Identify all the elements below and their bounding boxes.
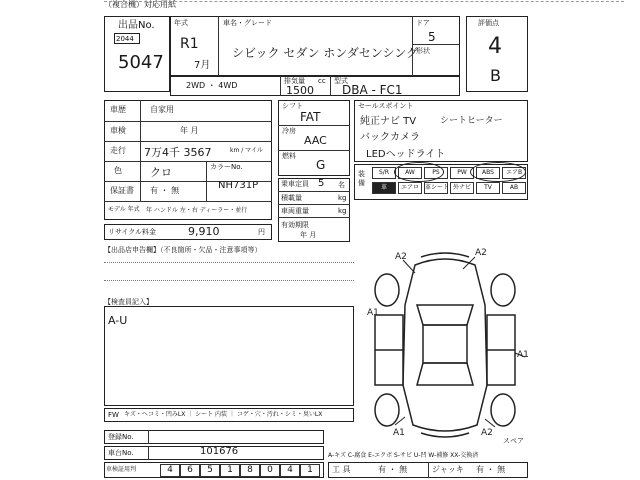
lot-label: 出品No. xyxy=(118,20,155,31)
recycle-label: リサイクル料金 xyxy=(108,228,157,236)
cert-digit: 4 xyxy=(280,464,300,477)
diagram-mark: A1 xyxy=(393,428,405,438)
diagram-mark: A1 xyxy=(367,308,379,318)
cert-digit: 1 xyxy=(220,464,240,477)
expiry-value: 年 月 xyxy=(300,231,317,239)
cert-digit: 1 xyxy=(300,464,320,477)
capacity-unit: 名 xyxy=(338,181,345,189)
expiry-label: 有効期限 xyxy=(281,221,309,229)
capacity-label: 乗車定員 xyxy=(281,180,309,188)
diagram-mark: A1 xyxy=(517,350,529,360)
model-code-label: 型式 xyxy=(334,77,348,85)
year-month: 7月 xyxy=(194,60,211,71)
load-label: 積載量 xyxy=(281,194,302,202)
doors-rule xyxy=(412,44,460,45)
equip-leather-seat: 革シート xyxy=(424,182,448,194)
sales-points-label: セールスポイント xyxy=(358,102,414,110)
lot-number: 5047 xyxy=(118,52,164,73)
history-value: 自家用 xyxy=(150,105,174,114)
equip-aw: AW xyxy=(398,167,422,179)
tools-value: 有 ・ 無 xyxy=(378,465,408,474)
model-name-label: 車名・グレード xyxy=(223,19,272,27)
report-rule-2 xyxy=(104,280,354,281)
cert-digit: 0 xyxy=(260,464,280,477)
equip-ab: AB xyxy=(502,182,526,194)
tools-label: 工 具 xyxy=(332,465,351,474)
shift-value: FAT xyxy=(300,110,321,124)
equip-airbag: エアB xyxy=(502,167,526,179)
left-table-divider xyxy=(140,100,141,201)
equip-tv: TV xyxy=(476,182,500,194)
model-code-value: DBA - FC1 xyxy=(342,83,403,97)
cert-digit: 5 xyxy=(200,464,220,477)
sales-point-3: バックカメラ xyxy=(360,132,420,143)
equip-pw: PW xyxy=(450,167,474,179)
cert-digit: 6 xyxy=(180,464,200,477)
doors-divider xyxy=(412,16,413,76)
equip-ps: PS xyxy=(424,167,448,179)
year-label: 年式 xyxy=(174,19,188,27)
warranty-label: 保証書 xyxy=(110,186,134,195)
registration-divider xyxy=(148,430,149,444)
score-label: 評価点 xyxy=(478,19,499,27)
lot-small-number: 2044 xyxy=(116,35,134,43)
year-era: R1 xyxy=(180,36,199,52)
diagram-mark: A2 xyxy=(395,252,407,262)
inspection-label: 車検 xyxy=(110,126,126,135)
capacity-rule-3 xyxy=(278,217,350,218)
mid-rule-1 xyxy=(278,125,350,126)
model-name-value: シビック セダン ホンダセンシング xyxy=(232,46,418,60)
diagram-mark: A2 xyxy=(475,248,487,258)
cert-label: 車検証用判 xyxy=(106,466,137,473)
recycle-unit: 円 xyxy=(258,228,265,236)
capacity-rule-1 xyxy=(278,191,350,192)
aircon-label: 冷房 xyxy=(282,127,296,135)
condition-label: FW xyxy=(108,411,119,419)
condition-value: キズ・ヘコミ・凹みLX ｜ シート 内装 ｜ コゲ・穴・汚れ・シミ・臭いLX xyxy=(124,411,323,418)
displacement-label: 排気量 xyxy=(284,77,305,85)
color-label: 色 xyxy=(114,166,122,175)
left-row-rule-2 xyxy=(104,141,272,142)
capacity-value: 5 xyxy=(318,178,325,189)
score-value: 4 xyxy=(488,34,502,59)
damage-legend: A-キズ C-腐食 E-エクボ S-サビ U-凹 W-補修 XX-交換済 xyxy=(328,452,479,459)
equipment-label: 装備 xyxy=(358,170,365,187)
score-interior: B xyxy=(490,66,501,85)
spec-divider-1 xyxy=(280,76,281,96)
tools-divider xyxy=(428,462,429,478)
left-row-rule-1 xyxy=(104,121,272,122)
inspector-label: 【検査員記入】 xyxy=(104,298,153,306)
fuel-value: G xyxy=(316,158,326,172)
equip-aero: エアロ xyxy=(398,182,422,194)
left-table xyxy=(104,100,272,220)
fuel-label: 燃料 xyxy=(282,152,296,160)
sales-point-2: シートヒーター xyxy=(440,116,503,126)
warranty-value: 有 ・ 無 xyxy=(150,186,180,195)
history-label: 車歴 xyxy=(110,105,126,114)
chassis-divider xyxy=(148,446,149,460)
spare-label: スペア xyxy=(503,437,524,445)
doors-value: 5 xyxy=(428,30,436,44)
mileage-unit: km / マイル xyxy=(230,147,264,154)
mileage-value: 7万4千 3567 xyxy=(144,146,212,159)
capacity-rule-2 xyxy=(278,204,350,205)
color-no-divider xyxy=(206,161,207,201)
left-row-rule-5 xyxy=(104,201,272,202)
load-unit: kg xyxy=(338,194,347,202)
inspection-value: 年 月 xyxy=(180,126,199,135)
doors-label: ドア xyxy=(416,19,430,27)
shift-label: シフト xyxy=(282,102,303,110)
equip-abs: ABS xyxy=(476,167,500,179)
chassis-label: 車台No. xyxy=(108,449,134,457)
spec-divider-2 xyxy=(330,76,331,96)
registration-box xyxy=(104,430,324,444)
jack-value: 有 ・ 無 xyxy=(476,465,506,474)
jack-label: ジャッキ xyxy=(432,465,464,474)
weight-label: 車両重量 xyxy=(281,207,309,215)
displacement-unit: cc xyxy=(318,77,326,85)
color-no-label: カラーNo. xyxy=(210,163,243,171)
equip-nav: 外ナビ xyxy=(450,182,474,194)
year-divider xyxy=(218,16,219,76)
inspector-box xyxy=(104,306,354,406)
car-damage-diagram xyxy=(355,245,535,445)
equip-circle-mark xyxy=(394,162,444,182)
weight-unit: kg xyxy=(338,207,347,215)
registration-label: 登録No. xyxy=(108,433,134,441)
report-rule-1 xyxy=(104,262,354,263)
diagram-mark: A2 xyxy=(481,428,493,438)
left-row-rule-3 xyxy=(104,161,272,162)
recycle-value: 9,910 xyxy=(188,225,220,238)
header-rule xyxy=(104,1,624,2)
model-year-value: 年 ハンドル 左・右 ディーラー・並行 xyxy=(146,207,248,214)
model-year-label: モデル 年式 xyxy=(108,206,140,213)
equip-sr: S/R xyxy=(372,167,396,179)
equip-leather: 革 xyxy=(372,182,396,194)
header-text: （複合機）対応用紙 xyxy=(104,0,176,9)
shape-label: 形状 xyxy=(416,47,430,55)
equip-circle-mark xyxy=(470,162,526,182)
sales-point-1: 純正ナビ TV xyxy=(360,116,417,127)
cert-digit: 4 xyxy=(160,464,180,477)
displacement-value: 1500 xyxy=(286,84,314,97)
chassis-value: 101676 xyxy=(200,446,239,457)
mileage-label: 走行 xyxy=(110,146,126,155)
cert-digit: 8 xyxy=(240,464,260,477)
aircon-value: AAC xyxy=(304,134,327,147)
color-no-value: NH731P xyxy=(218,180,259,191)
color-value: クロ xyxy=(150,166,172,179)
report-note: 【出品店申告欄】（不良箇所・欠品・注意事項等） xyxy=(104,246,262,254)
sales-point-4: LEDヘッドライト xyxy=(366,149,446,160)
mid-rule-2 xyxy=(278,150,350,151)
inspector-value: A-U xyxy=(108,314,128,327)
drive-options: 2WD ・ 4WD xyxy=(186,81,238,90)
